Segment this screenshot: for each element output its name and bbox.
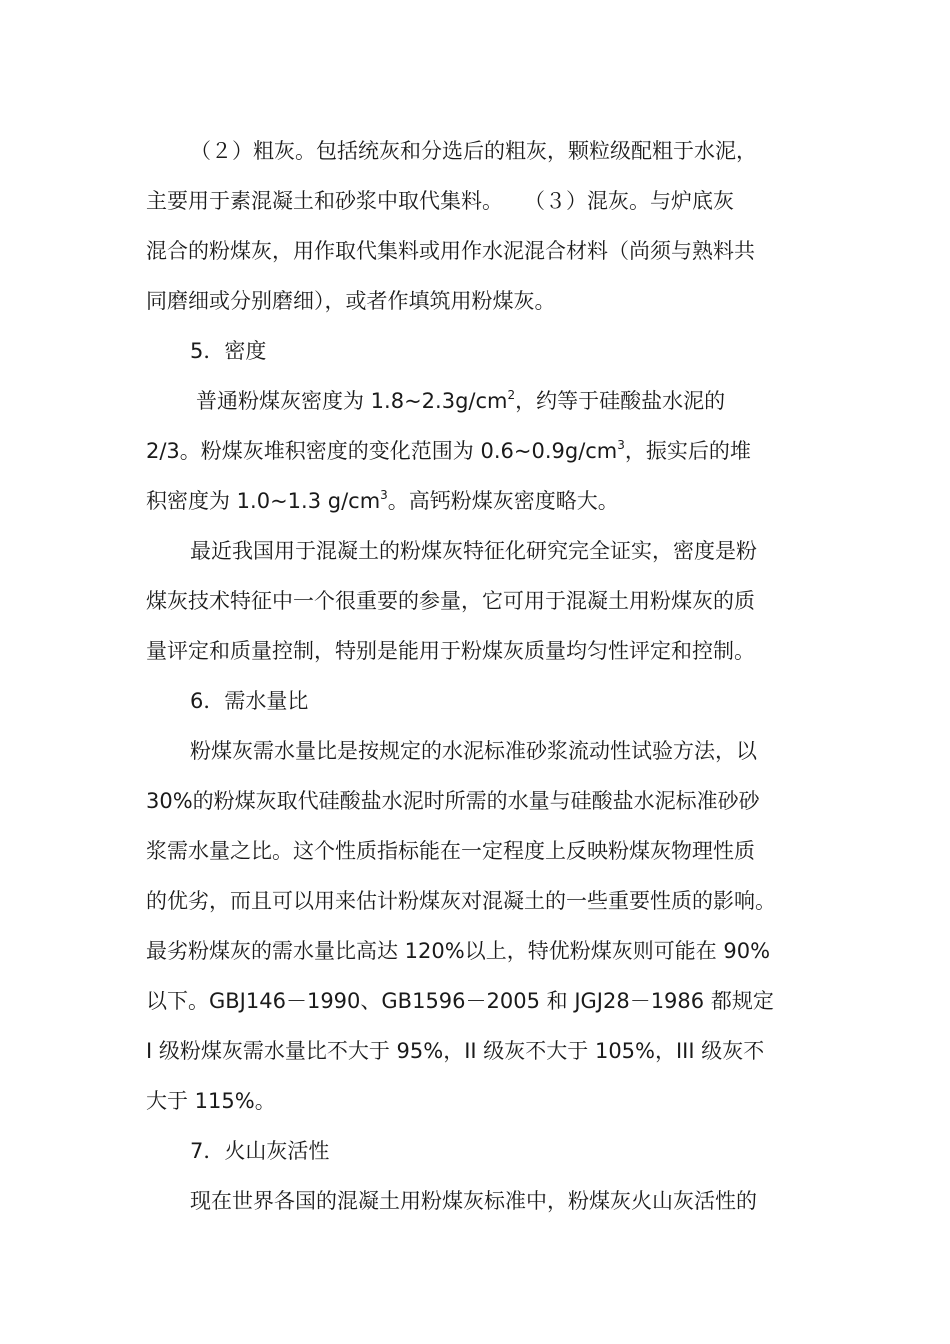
density-text: 。高钙粉煤灰密度略大。 [387,489,619,513]
density-text: 2/3。粉煤灰堆积密度的变化范围为 0.6~0.9g/cm [146,439,618,463]
paragraph-line: 量评定和质量控制，特别是能用于粉煤灰质量均匀性评定和控制。 [146,639,755,663]
section-heading: 5．密度 [190,339,267,363]
paragraph-line: 以下。GBJ146－1990、GB1596－2005 和 JGJ28－1986 都规定 [146,989,774,1013]
density-text: ，约等于硅酸盐水泥的 [515,389,726,413]
paragraph-line: 主要用于素混凝土和砂浆中取代集料。 （３）混灰。与炉底灰 [146,189,734,213]
paragraph-line: 浆需水量之比。这个性质指标能在一定程度上反映粉煤灰物理性质 [146,839,755,863]
superscript: 2 [507,388,516,402]
paragraph-line: 30%的粉煤灰取代硅酸盐水泥时所需的水量与硅酸盐水泥标准砂砂 [146,789,760,813]
density-text: 积密度为 1.0~1.3 g/cm [146,489,381,513]
paragraph-line: 最劣粉煤灰的需水量比高达 120%以上，特优粉煤灰则可能在 90% [146,939,771,963]
paragraph-line: 粉煤灰需水量比是按规定的水泥标准砂浆流动性试验方法，以 [190,739,757,763]
density-text: 普通粉煤灰密度为 1.8~2.3g/cm [196,389,508,413]
density-text: ，振实后的堆 [624,439,751,463]
paragraph-line [146,436,751,466]
paragraph-line: 大于 115%。 [146,1089,276,1113]
paragraph-line: 混合的粉煤灰，用作取代集料或用作水泥混合材料（尚须与熟料共 [146,239,755,263]
paragraph-line: 的优劣，而且可以用来估计粉煤灰对混凝土的一些重要性质的影响。 [146,889,776,913]
superscript: 3 [380,488,388,502]
section-heading: 7．火山灰活性 [190,1139,330,1163]
paragraph-line: 现在世界各国的混凝土用粉煤灰标准中，粉煤灰火山灰活性的 [190,1189,757,1213]
paragraph-line: 最近我国用于混凝土的粉煤灰特征化研究完全证实，密度是粉 [190,539,757,563]
superscript: 3 [617,438,625,452]
section-heading: 6．需水量比 [190,689,309,713]
paragraph-line: I 级粉煤灰需水量比不大于 95%，II 级灰不大于 105%，III 级灰不 [146,1039,765,1063]
paragraph-line [146,486,619,516]
paragraph-line: 同磨细或分别磨细），或者作填筑用粉煤灰。 [146,289,556,313]
paragraph-line: （２）粗灰。包括统灰和分选后的粗灰，颗粒级配粗于水泥， [190,139,757,163]
paragraph-line: 煤灰技术特征中一个很重要的参量，它可用于混凝土用粉煤灰的质 [146,589,755,613]
paragraph-line [196,386,725,416]
